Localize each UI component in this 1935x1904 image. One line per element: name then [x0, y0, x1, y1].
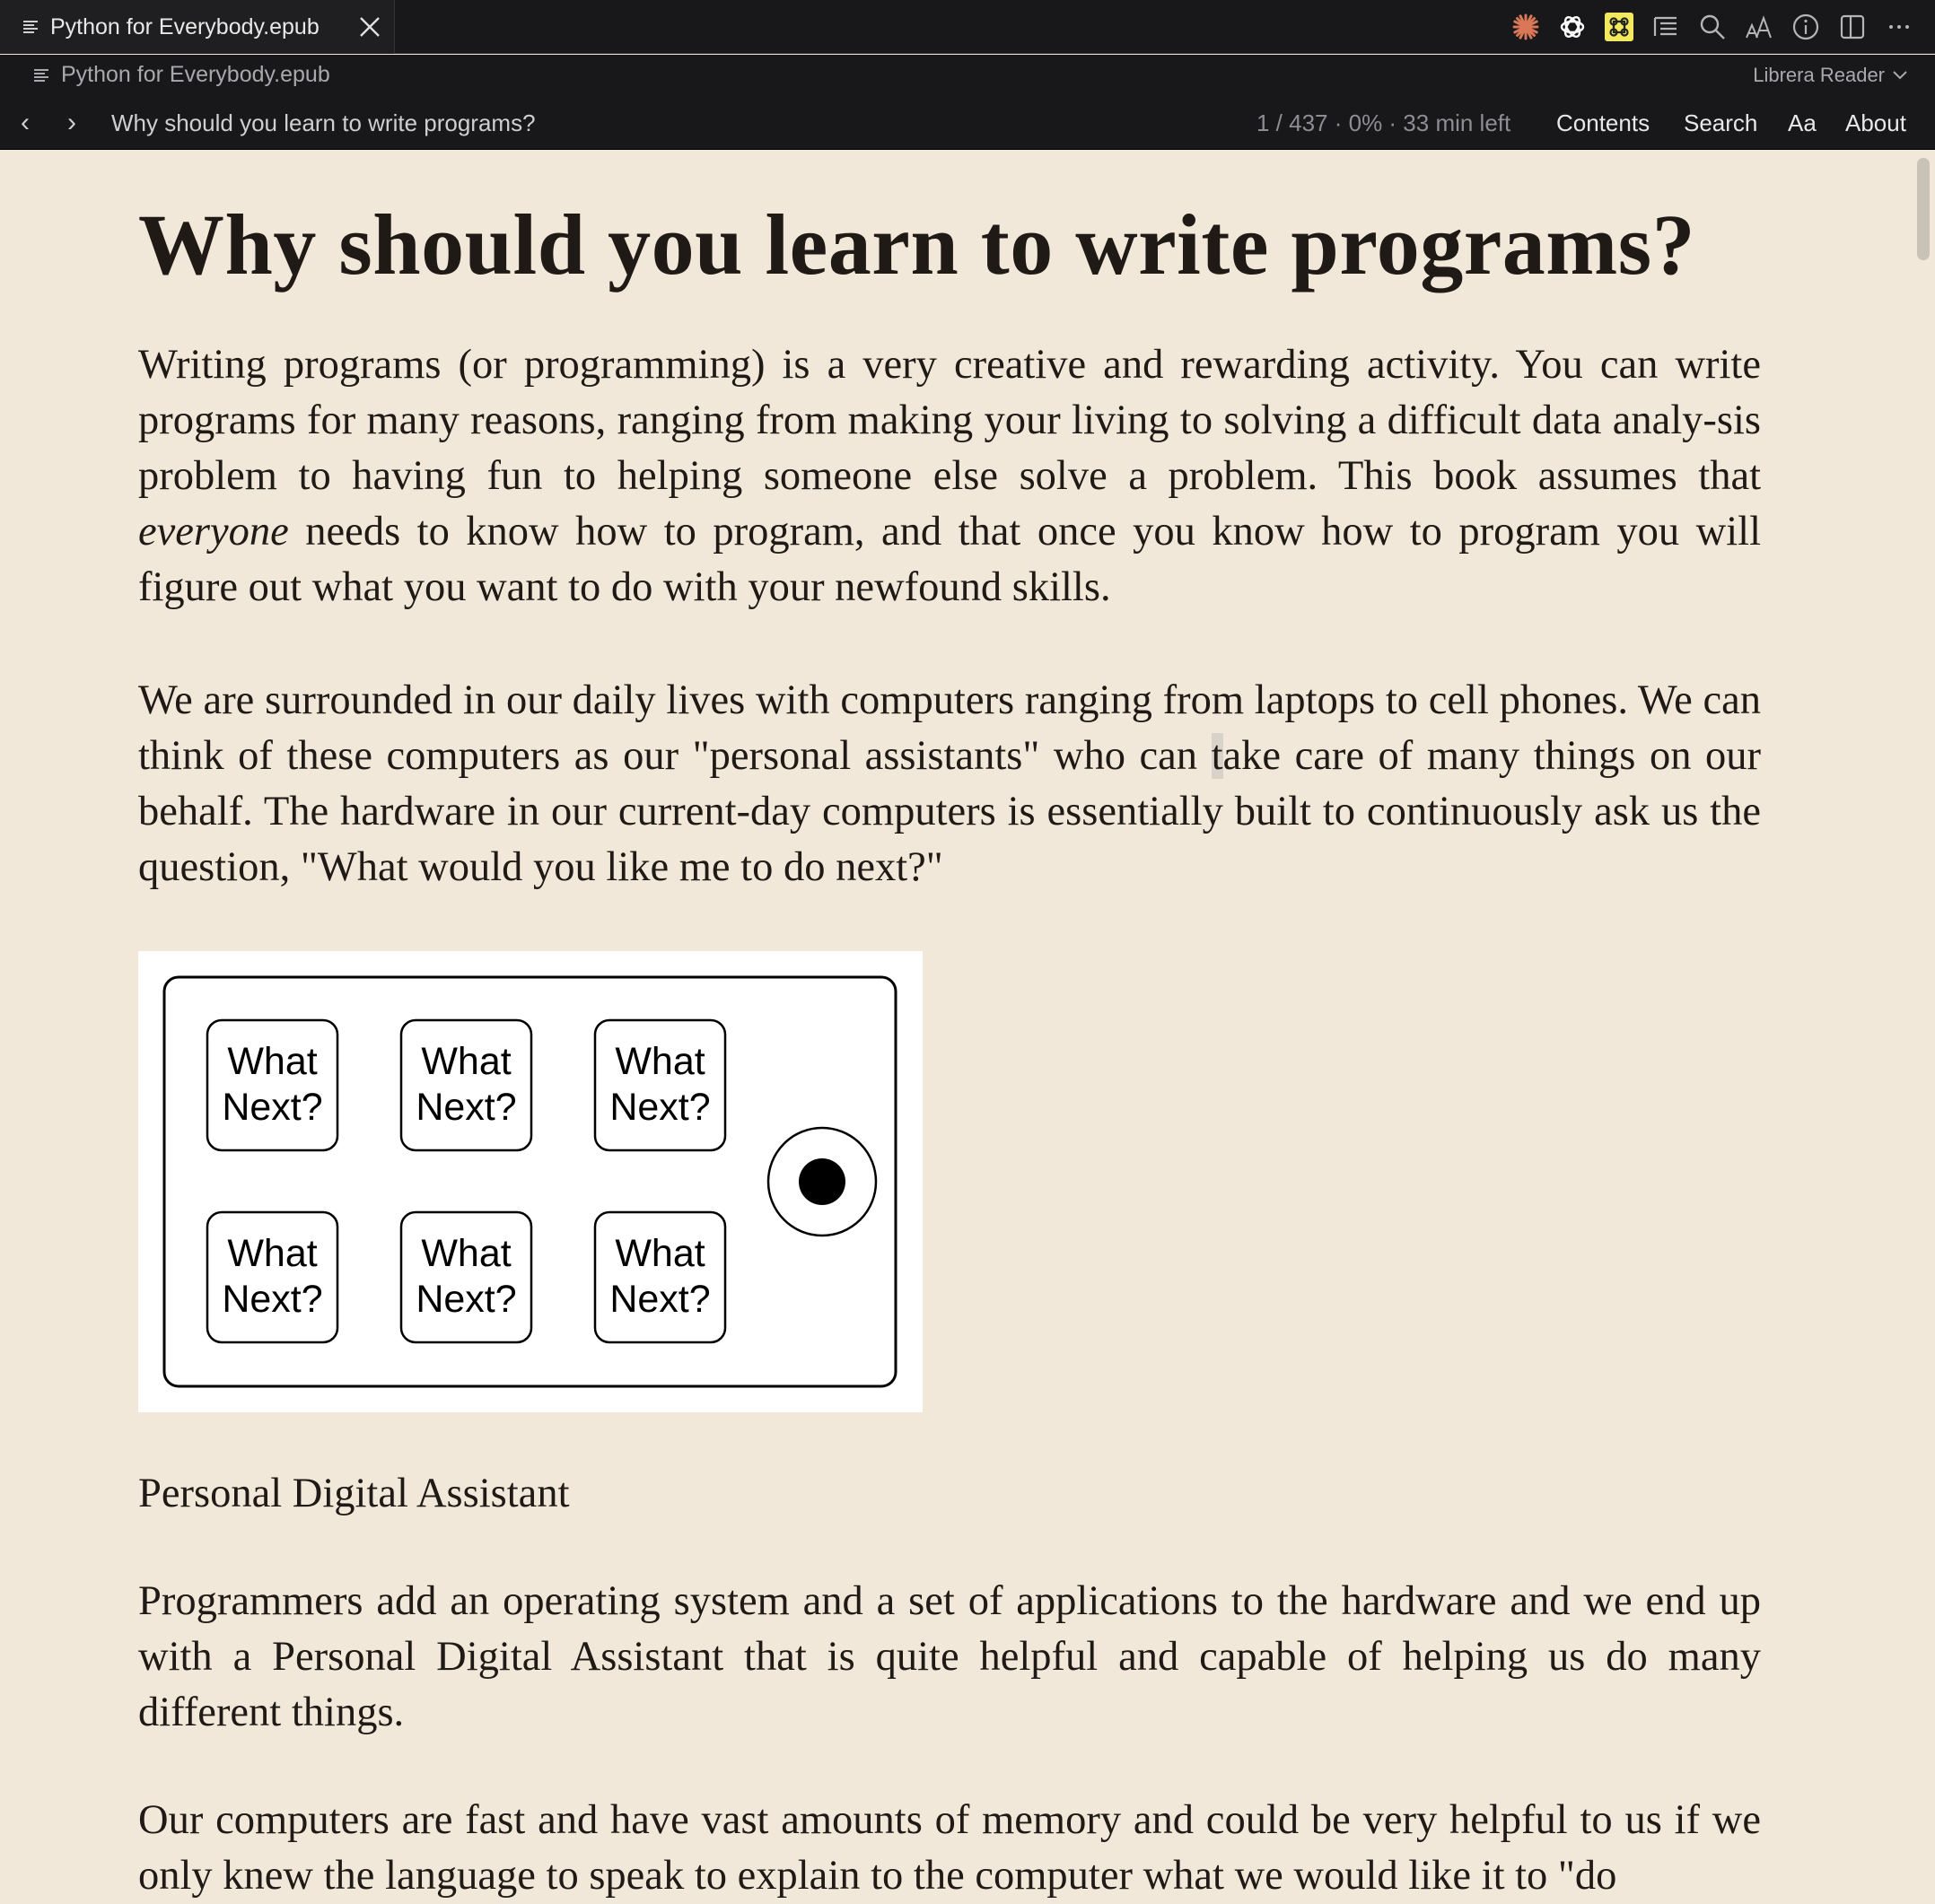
breadcrumb-file[interactable] — [32, 62, 330, 88]
document-lines-icon — [22, 18, 39, 36]
contents-link[interactable]: Contents — [1556, 109, 1650, 136]
claude-icon[interactable] — [1502, 0, 1549, 54]
what-next-label: What — [421, 1231, 512, 1275]
what-next-label: Next? — [416, 1277, 517, 1321]
cpu-dial-dot-icon — [799, 1158, 845, 1205]
paragraph-text: needs to know how to program, and that once you know how to program you will figure out what you want to do with your newfound skills. — [138, 508, 1761, 610]
text-size-icon[interactable] — [1736, 0, 1782, 54]
paragraph: Our computers are fast and have vast amounts of memory and could be very helpful to us if we only knew the language to speak to explain to the computer what we would like it to "do — [138, 1796, 1761, 1899]
search-icon[interactable] — [1689, 0, 1736, 54]
more-icon[interactable] — [1876, 0, 1922, 54]
what-next-box — [207, 1020, 337, 1150]
about-link[interactable]: About — [1845, 109, 1906, 136]
paragraph-text: Writing programs (or programming) is a very creative and rewarding activity. You can write programs for many reasons, ranging from making your living to solving a difficult data analy-sis problem to having fun to helping someone else solve a problem. This book assumes that — [138, 341, 1761, 499]
figure-caption: Personal Digital Assistant — [138, 1470, 570, 1516]
toolbar — [1502, 0, 1935, 54]
paragraph — [138, 673, 1761, 895]
what-next-box — [595, 1212, 725, 1342]
what-next-label: What — [615, 1039, 705, 1083]
what-next-label: What — [421, 1039, 512, 1083]
tab-epub[interactable] — [0, 0, 395, 54]
figure-personal-digital-assistant — [138, 951, 923, 1412]
split-view-icon[interactable] — [1829, 0, 1876, 54]
outline-icon[interactable] — [1642, 0, 1689, 54]
what-next-label: Next? — [609, 1085, 711, 1129]
document-lines-icon — [32, 66, 50, 84]
info-icon[interactable] — [1782, 0, 1829, 54]
search-link[interactable]: Search — [1684, 109, 1758, 136]
scrollbar-track[interactable] — [1912, 149, 1935, 1870]
openai-icon[interactable] — [1549, 0, 1596, 54]
what-next-box — [401, 1212, 531, 1342]
what-next-label: Next? — [609, 1277, 711, 1321]
reader-nav — [0, 98, 1935, 150]
what-next-label: What — [227, 1231, 318, 1275]
chapter-heading: Why should you learn to write programs? — [138, 197, 1696, 293]
what-next-label: Next? — [222, 1277, 323, 1321]
what-next-label: Next? — [222, 1085, 323, 1129]
chevron-down-icon — [1892, 70, 1908, 81]
scrollbar-thumb[interactable] — [1917, 158, 1930, 260]
paragraph: Programmers add an operating system and a set of applications to the hardware and we end up with a Personal Digital Assistant that is quite helpful and capable of helping us do many different things. — [138, 1577, 1761, 1735]
what-next-label: Next? — [416, 1085, 517, 1129]
view-selector[interactable] — [1753, 64, 1908, 87]
reading-progress: 1 / 437 · 0% · 33 min left — [1256, 109, 1511, 136]
close-icon[interactable] — [357, 14, 382, 39]
device-diagram — [138, 951, 923, 1412]
emphasis: everyone — [138, 508, 289, 555]
prev-page-button[interactable]: ‹ — [21, 108, 30, 137]
what-next-box — [401, 1020, 531, 1150]
what-next-label: What — [227, 1039, 318, 1083]
what-next-label: What — [615, 1231, 705, 1275]
paragraph — [138, 337, 1761, 616]
paragraph-text: We are surrounded in our daily lives with computers ranging from laptops to cell phones. We can think of these computers as our "personal assistants" who can — [138, 677, 1761, 779]
book-content — [138, 149, 1761, 1904]
next-page-button[interactable]: › — [67, 108, 76, 137]
what-next-box — [595, 1020, 725, 1150]
font-settings-link[interactable]: Aa — [1788, 109, 1817, 136]
what-next-box — [207, 1212, 337, 1342]
command-icon[interactable] — [1596, 0, 1642, 54]
text-cursor: t — [1211, 732, 1223, 779]
breadcrumb-file-label: Python for Everybody.epub — [61, 62, 330, 87]
breadcrumb — [0, 55, 1935, 98]
chapter-title: Why should you learn to write programs? — [111, 109, 536, 136]
tab-title: Python for Everybody.epub — [50, 13, 320, 39]
paragraph-text: ake care of many things on our behalf. The hardware in our current-day computers is essentially built to continuously ask us the question, "What would you like me to do next?" — [138, 732, 1761, 890]
tab-bar — [0, 0, 1935, 54]
view-selector-label: Librera Reader — [1753, 64, 1885, 86]
